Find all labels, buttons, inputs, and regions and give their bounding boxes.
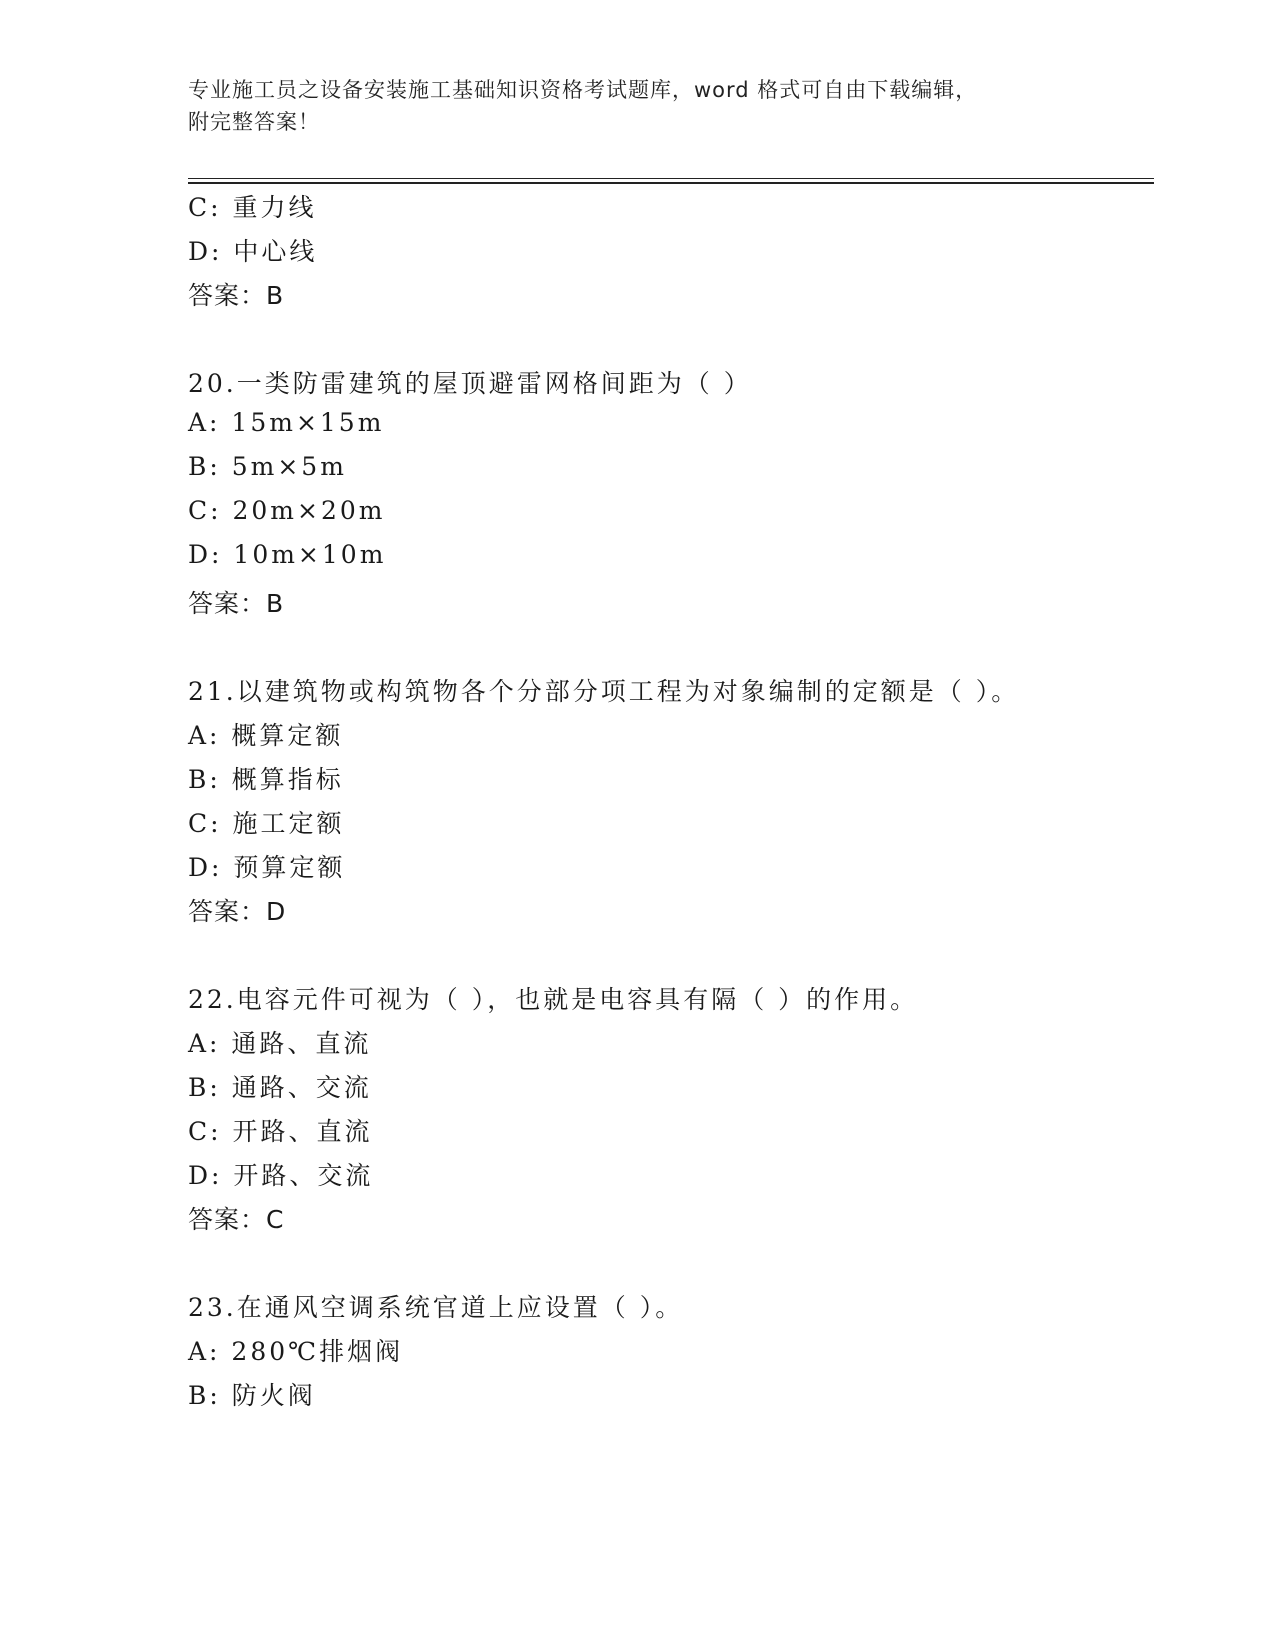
option-line: B: 5m×5m: [188, 452, 347, 481]
question-line: 22.电容元件可视为（ ），也就是电容具有隔（ ）的作用。: [188, 985, 919, 1014]
document-header: [188, 74, 1088, 138]
option-line: A: 通路、直流: [188, 1029, 372, 1058]
option-line: D: 开路、交流: [188, 1161, 374, 1190]
option-line: B: 防火阀: [188, 1381, 316, 1410]
option-line: B: 概算指标: [188, 765, 344, 794]
header-line-2: 附完整答案！: [188, 110, 320, 134]
option-line: A: 280℃排烟阀: [188, 1337, 404, 1366]
question-line: 23.在通风空调系统官道上应设置（ ）。: [188, 1293, 684, 1322]
question-line: 21.以建筑物或构筑物各个分部分项工程为对象编制的定额是（ ）。: [188, 677, 1020, 706]
header-divider-thin: [188, 178, 1154, 179]
header-line-1: 专业施工员之设备安装施工基础知识资格考试题库，word 格式可自由下载编辑，: [188, 78, 978, 102]
option-line: C: 20m×20m: [188, 496, 386, 525]
header-divider-thick: [188, 182, 1154, 184]
option-line: C: 施工定额: [188, 809, 345, 838]
option-line: A: 概算定额: [188, 721, 344, 750]
option-line: C: 开路、直流: [188, 1117, 373, 1146]
option-line: B: 通路、交流: [188, 1073, 372, 1102]
question-line: 20.一类防雷建筑的屋顶避雷网格间距为（ ）: [188, 369, 752, 398]
answer-line: 答案：B: [188, 281, 285, 310]
option-line: D: 10m×10m: [188, 540, 387, 569]
option-line: A: 15m×15m: [188, 408, 385, 437]
option-line: D: 中心线: [188, 237, 318, 266]
option-line: D: 预算定额: [188, 853, 346, 882]
answer-line: 答案：B: [188, 589, 285, 618]
answer-line: 答案：C: [188, 1205, 285, 1234]
option-line: C: 重力线: [188, 193, 317, 222]
answer-line: 答案：D: [188, 897, 287, 926]
